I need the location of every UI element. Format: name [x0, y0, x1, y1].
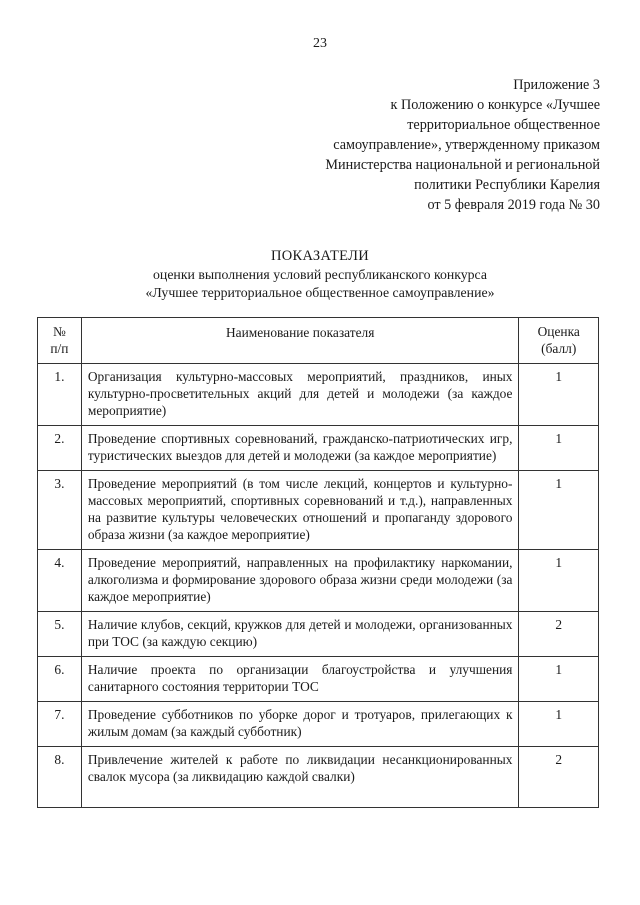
row-number: 7.	[38, 702, 82, 747]
table-row	[38, 550, 599, 612]
row-score: 2	[519, 612, 599, 657]
document-title: ПОКАЗАТЕЛИ	[270, 248, 369, 264]
header-score-line: (балл)	[541, 341, 577, 356]
header-score	[519, 318, 599, 364]
table-row	[38, 702, 599, 747]
appendix-note	[240, 75, 600, 215]
row-score: 1	[519, 657, 599, 702]
table-header-row	[38, 318, 599, 364]
row-indicator: Проведение субботников по уборке дорог и тротуаров, прилегающих к жилым домам (за каждый субботник)	[81, 702, 519, 747]
appendix-line: территориальное общественное	[407, 117, 600, 133]
row-number: 3.	[38, 471, 82, 550]
header-number-line: №	[53, 324, 66, 339]
row-score: 1	[519, 426, 599, 471]
row-score: 1	[519, 471, 599, 550]
row-indicator: Проведение спортивных соревнований, гражданско-патриотических игр, туристических выездов для детей и молодежи (за каждое мероприятие)	[81, 426, 519, 471]
row-indicator: Наличие проекта по организации благоустройства и улучшения санитарного состояния территории ТОС	[81, 657, 519, 702]
row-number: 2.	[38, 426, 82, 471]
row-number: 6.	[38, 657, 82, 702]
row-indicator: Наличие клубов, секций, кружков для детей и молодежи, организованных при ТОС (за каждую секцию)	[81, 612, 519, 657]
appendix-line: политики Республики Карелия	[414, 177, 600, 193]
table-row	[38, 364, 599, 426]
appendix-line: от 5 февраля 2019 года № 30	[427, 197, 600, 213]
header-number	[38, 318, 82, 364]
header-number-line: п/п	[50, 341, 69, 356]
header-indicator-name: Наименование показателя	[81, 318, 519, 364]
row-indicator: Проведение мероприятий, направленных на профилактику наркомании, алкоголизма и формирование здорового образа жизни среди молодежи (за каждое мероприятие)	[81, 550, 519, 612]
appendix-line: самоуправление», утвержденному приказом	[333, 137, 600, 153]
appendix-line: Приложение 3	[513, 77, 600, 93]
header-score-line: Оценка	[537, 324, 580, 339]
row-score: 1	[519, 364, 599, 426]
table-row	[38, 657, 599, 702]
table-row	[38, 747, 599, 808]
appendix-line: Министерства национальной и региональной	[325, 157, 600, 173]
document-subtitle-line: «Лучшее территориальное общественное самоуправление»	[145, 285, 495, 300]
appendix-line: к Положению о конкурсе «Лучшее	[390, 97, 600, 113]
page-number: 23	[313, 36, 327, 51]
row-score: 1	[519, 702, 599, 747]
row-indicator: Проведение мероприятий (в том числе лекций, концертов и культурно-массовых мероприятий, спортивных соревнований и т.д.), направленных на развитие культуры человеческих отношений и пропаганду здорового образа жизни (за каждое мероприятие)	[81, 471, 519, 550]
table-row	[38, 612, 599, 657]
row-number: 8.	[38, 747, 82, 808]
row-number: 4.	[38, 550, 82, 612]
row-score: 2	[519, 747, 599, 808]
title-block	[0, 247, 640, 302]
row-number: 5.	[38, 612, 82, 657]
row-indicator: Привлечение жителей к работе по ликвидации несанкционированных свалок мусора (за ликвидацию каждой свалки)	[81, 747, 519, 808]
indicators-table	[37, 317, 599, 808]
row-indicator: Организация культурно-массовых мероприятий, праздников, иных культурно-просветительных акций для детей и молодежи (за каждое мероприятие)	[81, 364, 519, 426]
row-score: 1	[519, 550, 599, 612]
table-row	[38, 471, 599, 550]
table-row	[38, 426, 599, 471]
document-subtitle-line: оценки выполнения условий республиканского конкурса	[153, 267, 487, 282]
row-number: 1.	[38, 364, 82, 426]
